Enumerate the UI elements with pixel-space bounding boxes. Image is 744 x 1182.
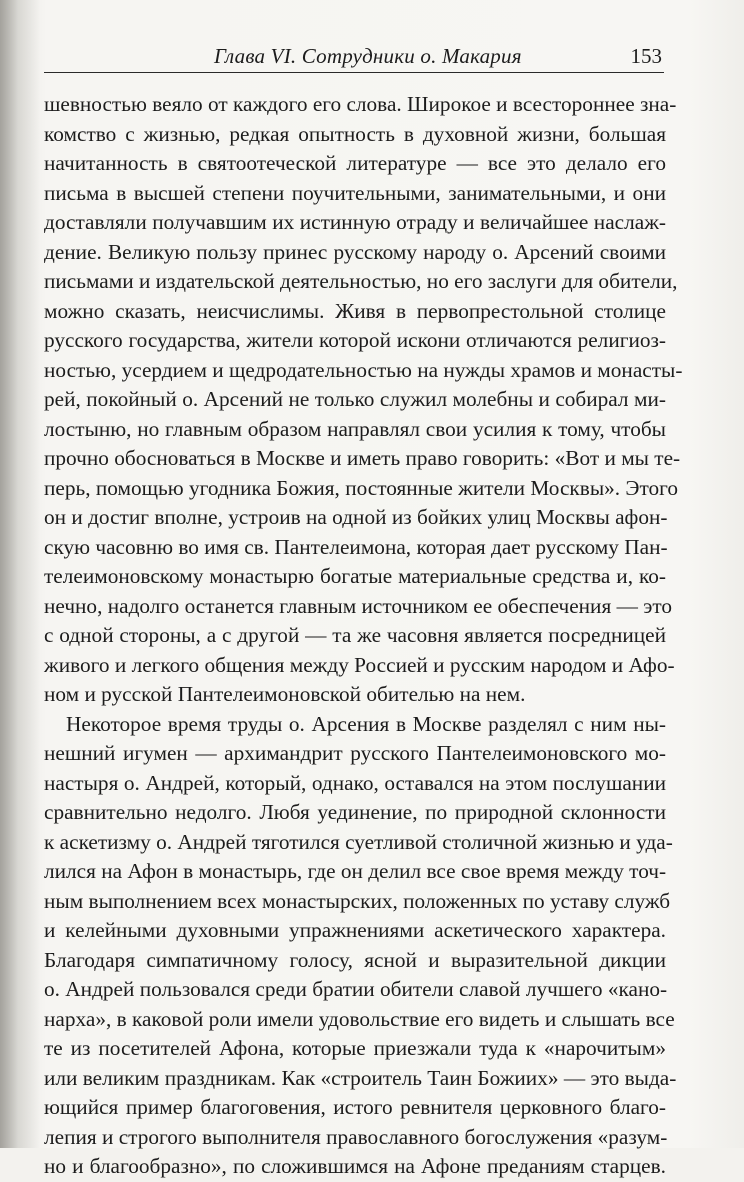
text-line: ном и русской Пантелеимоновской обителью на нем.	[44, 682, 526, 706]
text-line: прочно обосноваться в Москве и иметь право говорить: «Вот и мы те-	[44, 446, 681, 470]
text-line: с одной стороны, а с другой — та же часовня является посредницей	[44, 623, 666, 647]
text-line: Некоторое время труды о. Арсения в Москве разделял с ним ны-	[66, 711, 666, 736]
text-line: нарха», в каковой роли имели удовольствие его видеть и слышать все	[44, 1006, 675, 1031]
text-line: скую часовню во имя св. Пантелеимона, которая дает русскому Пан-	[44, 534, 668, 559]
text-line: русского государства, жители которой искони отличаются религиоз-	[44, 328, 666, 352]
text-line: доставляли получавшим их истинную отраду и величайшее наслаж-	[44, 210, 666, 234]
text-line: к аскетизму о. Андрей тяготился суетливой столичной жизнью и уда-	[44, 829, 673, 854]
text-line: можно сказать, неисчислимы. Живя в первопрестольной столице	[44, 298, 666, 323]
text-line: Благодаря симпатичному голосу, ясной и выразительной дикции	[44, 947, 666, 972]
text-line: комство с жизнью, редкая опытность в духовной жизни, большая	[44, 121, 666, 146]
spine-shadow	[0, 0, 40, 1148]
running-header	[44, 44, 664, 73]
text-line: лился на Афон в монастырь, где он делил все свое время между точ-	[44, 859, 667, 883]
text-line: и келейными духовными упражнениями аскетического характера.	[44, 918, 666, 942]
running-title: Глава VI. Сотрудники о. Макария	[214, 44, 522, 68]
text-line: ностью, усердием и щедродательностью на нужды храмов и монасты-	[44, 357, 683, 382]
text-line: шевностью веяло от каждого его слова. Широкое и всестороннее зна-	[44, 92, 677, 116]
text-line: перь, помощью угодника Божия, постоянные жители Москвы». Этого	[44, 475, 679, 500]
text-line: сравнительно недолго. Любя уединение, по природной склонности	[44, 800, 666, 824]
text-line: ющийся пример благоговения, истого ревнителя церковного благо-	[44, 1095, 666, 1119]
text-line: телеимоновскому монастырю богатые материальные средства и, ко-	[44, 564, 666, 588]
text-line: ным выполнением всех монастырских, положенных по уставу служб	[44, 888, 671, 913]
text-line: нешний игумен — архимандрит русского Пантелеимоновского мо-	[44, 741, 666, 765]
body-text	[44, 90, 683, 1182]
text-line: дение. Великую пользу принес русскому народу о. Арсений своими	[44, 239, 666, 264]
text-line: но и благообразно», по сложившимся на Афоне преданиям старцев.	[44, 1154, 666, 1178]
text-line: живого и легкого общения между Россией и русским народом и Афо-	[44, 652, 675, 677]
text-line: лостыню, но главным образом направлял свои усилия к тому, чтобы	[44, 416, 666, 441]
text-line: начитанность в святоотеческой литературе — все это делало его	[44, 151, 666, 175]
text-line: лепия и строгого выполнителя православного богослужения «разум-	[44, 1124, 668, 1149]
page-number: 153	[630, 44, 662, 68]
text-line: он и достиг вполне, устроив на одной из бойких улиц Москвы афон-	[44, 505, 668, 529]
text-line: рей, покойный о. Арсений не только служил молебны и собирал ми-	[44, 387, 666, 411]
text-line: письма в высшей степени поучительными, занимательными, и они	[44, 180, 666, 205]
text-line: те из посетителей Афона, которые приезжали туда к «нарочитым»	[44, 1036, 666, 1060]
text-line: письмами и издательской деятельностью, но его заслуги для обители,	[44, 269, 678, 293]
text-line: или великим праздникам. Как «строитель Таин Божиих» — это выда-	[44, 1065, 677, 1090]
text-line: о. Андрей пользовался среди братии обители славой лучшего «кано-	[44, 977, 668, 1001]
text-line: настыря о. Андрей, который, однако, оставался на этом послушании	[44, 770, 666, 795]
text-line: нечно, надолго останется главным источником ее обеспечения — это	[44, 593, 673, 618]
